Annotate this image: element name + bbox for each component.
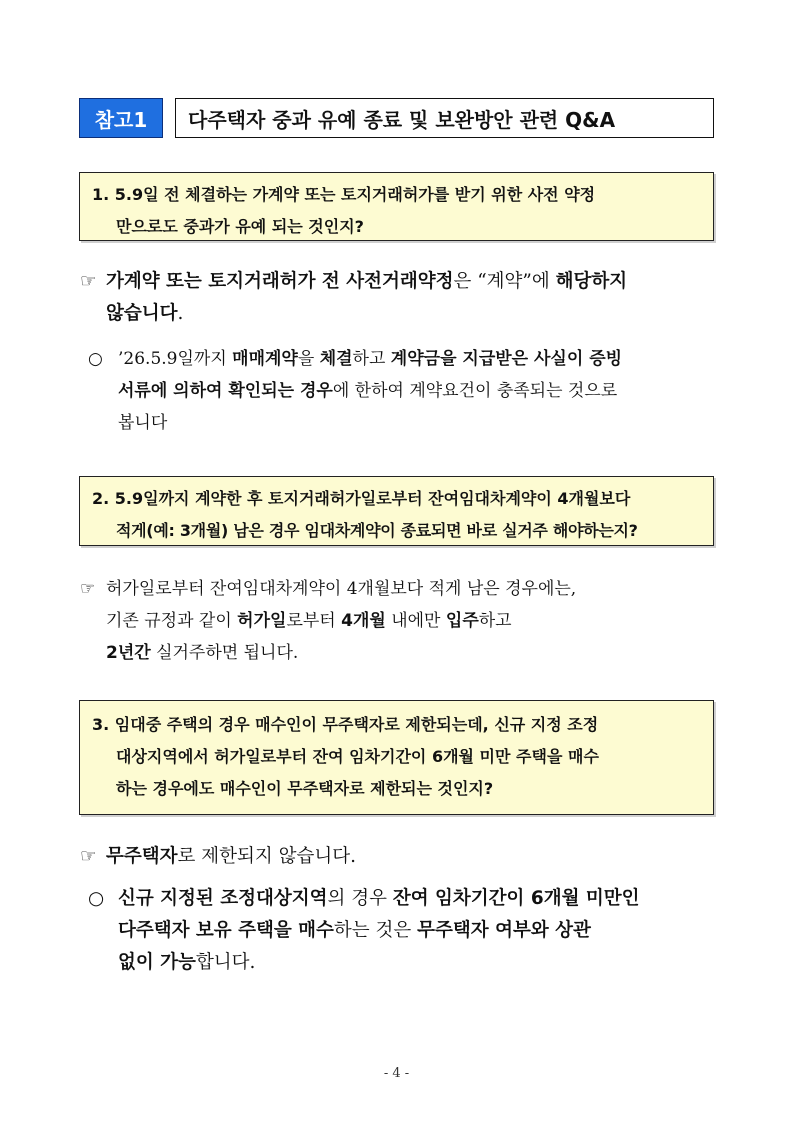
answer-3-bullet-line-2: 다주택자 보유 주택을 매수하는 것은 무주택자 여부와 상관 (118, 920, 591, 941)
pointing-hand-icon: ☞ (80, 579, 96, 599)
answer-1-line-2: 않습니다. (106, 303, 184, 324)
bullet-circle-icon: ○ (88, 349, 103, 369)
answer-1-bullet-line-3: 봅니다 (118, 413, 168, 433)
question-box-3 (79, 700, 714, 815)
answer-1-bullet-line-1: ○ ’26.5.9일까지 매매계약을 체결하고 계약금을 지급받은 사실이 증빙 (80, 343, 720, 375)
section-title: 다주택자 중과 유예 종료 및 보완방안 관련 Q&A (175, 98, 714, 138)
question-3-line-2: 대상지역에서 허가일로부터 잔여 임차기간이 6개월 미만 주택을 매수 (116, 747, 599, 766)
page-number: - 4 - (383, 1066, 410, 1081)
answer-1-bullet-line-2: 서류에 의하여 확인되는 경우에 한하여 계약요건이 충족되는 것으로 (118, 381, 618, 401)
question-3-line-1: 3. 임대중 주택의 경우 매수인이 무주택자로 제한되는데, 신규 지정 조정 (92, 715, 599, 734)
answer-1-line-1: ☞ 가계약 또는 토지거래허가 전 사전거래약정은 “계약”에 해당하지 (80, 266, 720, 298)
pointing-hand-icon: ☞ (80, 271, 97, 292)
section-tag: 참고1 (79, 98, 163, 138)
question-2-line-2: 적게(예: 3개월) 남은 경우 임대차계약이 종료되면 바로 실거주 해야하는지? (116, 521, 638, 540)
question-box-1 (79, 172, 714, 241)
bullet-circle-icon: ○ (88, 888, 105, 909)
question-3-line-3: 하는 경우에도 매수인이 무주택자로 제한되는 것인지? (116, 779, 494, 798)
pointing-hand-icon: ☞ (80, 846, 97, 867)
answer-2 (80, 573, 720, 669)
answer-2-line-2: 기존 규정과 같이 허가일로부터 4개월 내에만 입주하고 (106, 611, 512, 631)
question-1-line-2: 만으로도 중과가 유예 되는 것인지? (116, 217, 364, 236)
answer-1 (80, 266, 720, 439)
question-box-2 (79, 476, 714, 546)
question-1-line-1: 1. 5.9일 전 체결하는 가계약 또는 토지거래허가를 받기 위한 사전 약정 (92, 185, 596, 204)
answer-3-bullet-line-3: 없이 가능합니다. (118, 952, 256, 973)
question-2-line-1: 2. 5.9일까지 계약한 후 토지거래허가일로부터 잔여임대차계약이 4개월보다 (92, 489, 631, 508)
answer-3 (80, 841, 720, 979)
answer-2-line-3: 2년간 실거주하면 됩니다. (106, 643, 299, 663)
answer-3-line-1: ☞ 무주택자로 제한되지 않습니다. (80, 841, 720, 873)
answer-2-line-1: ☞ 허가일로부터 잔여임대차계약이 4개월보다 적게 남은 경우에는, (80, 573, 720, 605)
answer-3-bullet-line-1: ○ 신규 지정된 조정대상지역의 경우 잔여 임차기간이 6개월 미만인 (80, 883, 720, 915)
